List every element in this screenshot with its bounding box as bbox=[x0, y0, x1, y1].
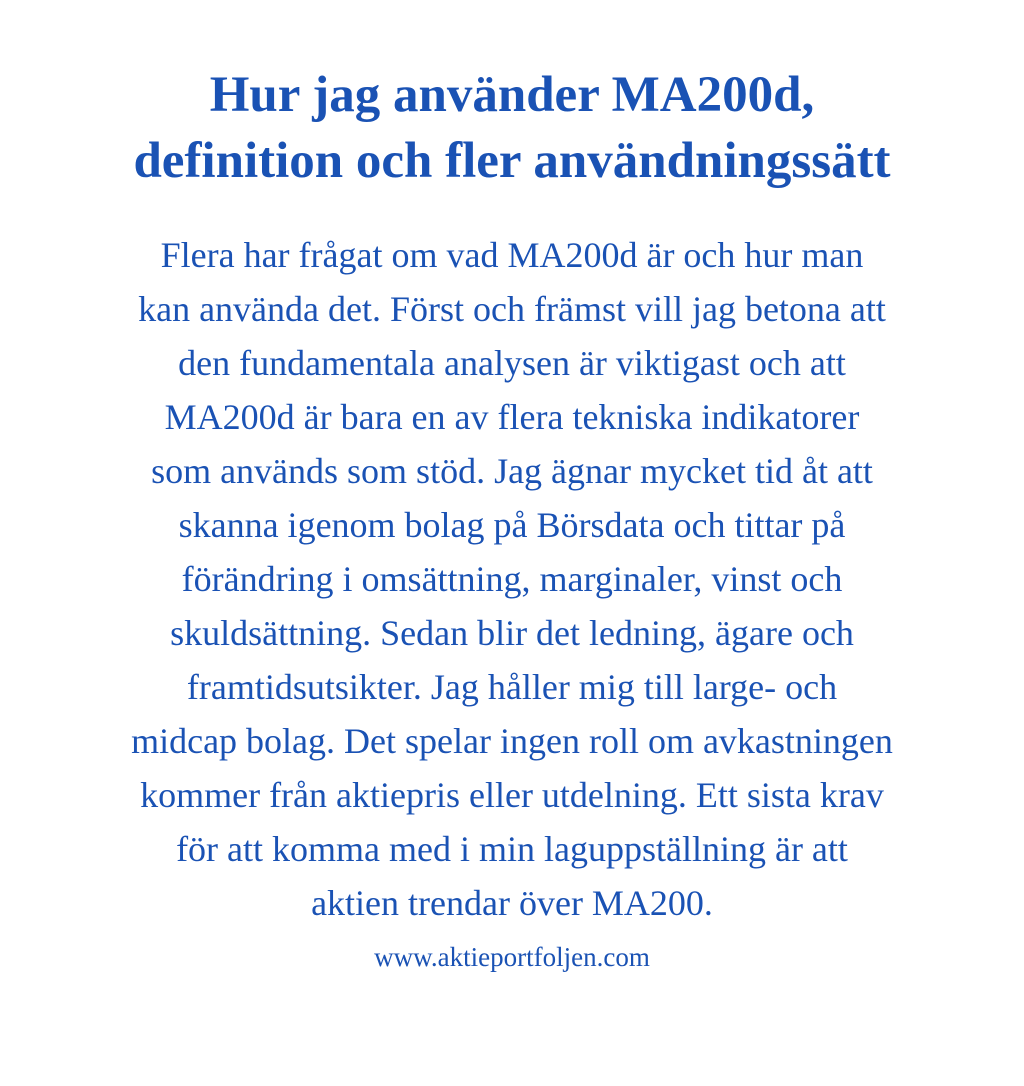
body-line: som används som stöd. Jag ägnar mycket tid åt att bbox=[151, 451, 873, 492]
body-line: kan använda det. Först och främst vill jag betona att bbox=[138, 289, 886, 330]
body-line: midcap bolag. Det spelar ingen roll om avkastningen bbox=[131, 721, 893, 762]
body-line: för att komma med i min laguppställning är att bbox=[176, 829, 848, 870]
body-paragraph bbox=[28, 228, 996, 930]
title-line: definition och fler användningssätt bbox=[133, 133, 891, 189]
body-line: aktien trendar över MA200. bbox=[311, 883, 713, 924]
body-line: skuldsättning. Sedan blir det ledning, ägare och bbox=[170, 613, 854, 654]
body-line: den fundamentala analysen är viktigast och att bbox=[178, 343, 846, 384]
body-line: kommer från aktiepris eller utdelning. Ett sista krav bbox=[140, 775, 884, 816]
social-text-graphic bbox=[0, 62, 1024, 1086]
body-line: skanna igenom bolag på Börsdata och tittar på bbox=[178, 505, 846, 546]
body-line: MA200d är bara en av flera tekniska indikatorer bbox=[164, 397, 860, 438]
website-url: www.aktieportfoljen.com bbox=[374, 942, 650, 973]
body-line: förändring i omsättning, marginaler, vinst och bbox=[181, 559, 843, 600]
body-line: Flera har frågat om vad MA200d är och hur man bbox=[160, 235, 864, 276]
title-line: Hur jag använder MA200d, bbox=[209, 67, 815, 123]
page-title bbox=[28, 62, 996, 194]
body-line: framtidsutsikter. Jag håller mig till large- och bbox=[186, 667, 838, 708]
